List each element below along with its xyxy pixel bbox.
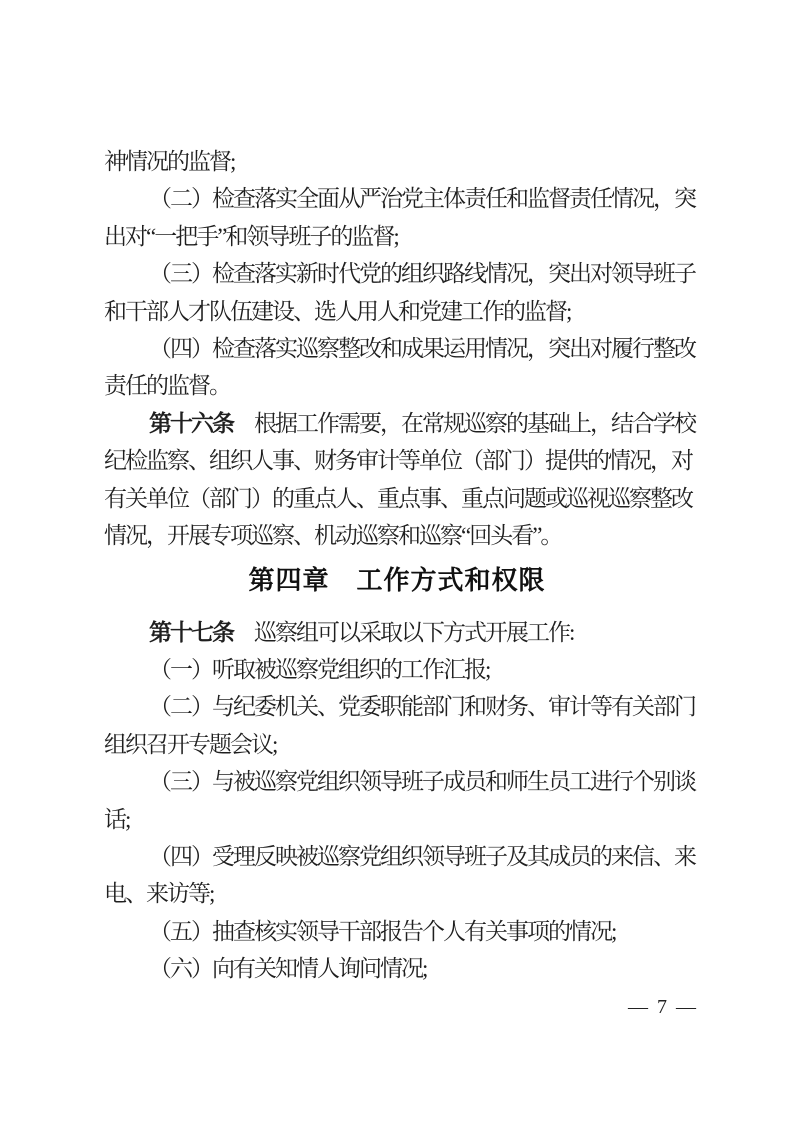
text-line xyxy=(104,950,704,987)
text-line xyxy=(104,763,704,800)
text-line xyxy=(104,255,704,292)
text-segment: （四）受理反映被巡察党组织领导班子及其成员的来信、来 xyxy=(149,844,695,870)
article-number-text: 第十六条 xyxy=(149,410,233,436)
text-line xyxy=(104,143,704,180)
text-segment: 话; xyxy=(104,806,130,832)
text-segment: 和干部人才队伍建设、选人用人和党建工作的监督; xyxy=(104,298,571,324)
text-segment: （五）抽查核实领导干部报告个人有关事项的情况; xyxy=(149,918,616,944)
text-segment: 组织召开专题会议; xyxy=(104,731,277,757)
text-line xyxy=(104,614,704,651)
text-line xyxy=(104,480,704,517)
text-segment: （二）检查落实全面从严治党主体责任和监督责任情况，突 xyxy=(149,186,695,212)
text-line xyxy=(104,838,704,875)
text-line xyxy=(104,651,704,688)
text-line xyxy=(104,442,704,479)
text-line xyxy=(104,405,704,442)
text-line xyxy=(104,330,704,367)
body-lines-before-heading xyxy=(104,143,704,554)
text-segment: 责任的监督。 xyxy=(104,373,230,399)
text-segment: （六）向有关知情人询问情况; xyxy=(149,956,427,982)
text-segment: 根据工作需要，在常规巡察的基础上，结合学校 xyxy=(233,410,695,436)
text-segment: （二）与纪委机关、党委职能部门和财务、审计等有关部门 xyxy=(149,694,695,720)
text-line xyxy=(104,218,704,255)
text-line xyxy=(104,913,704,950)
text-line xyxy=(104,801,704,838)
text-segment: 有关单位（部门）的重点人、重点事、重点问题或巡视巡察整改 xyxy=(104,485,692,511)
text-segment: 电、来访等; xyxy=(104,881,214,907)
article-number-text: 第十七条 xyxy=(149,619,233,645)
chapter-heading: 第四章 工作方式和权限 xyxy=(248,565,546,596)
page-number: — 7 — xyxy=(628,996,698,1018)
text-segment: 巡察组可以采取以下方式开展工作: xyxy=(233,619,574,645)
text-line xyxy=(104,688,704,725)
text-segment: （三）与被巡察党组织领导班子成员和师生员工进行个别谈 xyxy=(149,769,695,795)
text-segment: （三）检查落实新时代党的组织路线情况，突出对领导班子 xyxy=(149,261,695,287)
text-segment: 纪检监察、组织人事、财务审计等单位（部门）提供的情况，对 xyxy=(104,448,692,474)
text-segment: （一）听取被巡察党组织的工作汇报; xyxy=(149,657,490,683)
text-line xyxy=(104,293,704,330)
text-segment: 出对“一把手”和领导班子的监督; xyxy=(104,223,398,249)
text-segment: （四）检查落实巡察整改和成果运用情况，突出对履行整改 xyxy=(149,335,695,361)
text-line xyxy=(104,875,704,912)
text-flow xyxy=(104,143,704,988)
text-line xyxy=(104,180,704,217)
text-line xyxy=(104,726,704,763)
body-lines-after-heading xyxy=(104,614,704,988)
text-segment: 情况，开展专项巡察、机动巡察和巡察“回头看”。 xyxy=(104,522,562,548)
text-line xyxy=(104,367,704,404)
text-line xyxy=(104,517,704,554)
text-segment: 神情况的监督; xyxy=(104,149,235,174)
